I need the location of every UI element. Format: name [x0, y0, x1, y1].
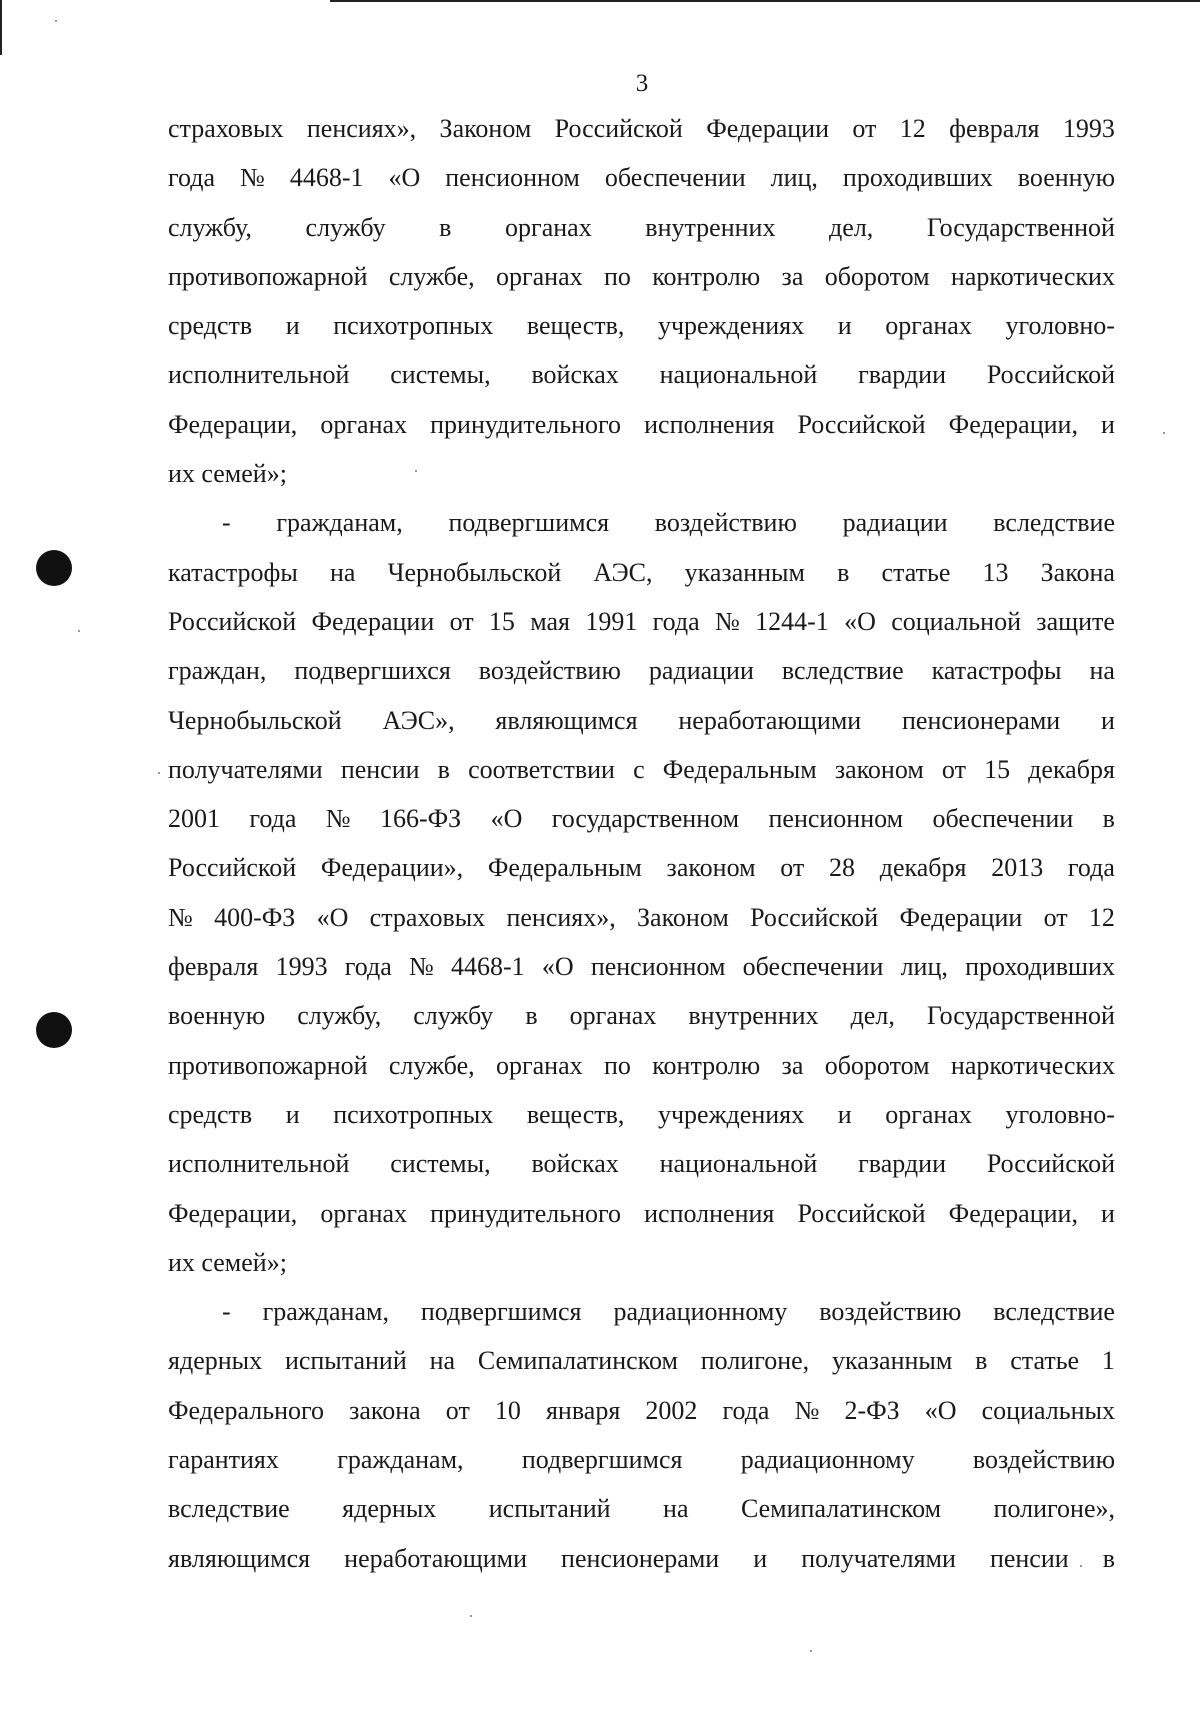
text-line: февраля 1993 года № 4468-1 «О пенсионном обеспечении лиц, проходивших — [168, 952, 1115, 982]
text-line: исполнительной системы, войсках национальной гвардии Российской — [168, 360, 1115, 390]
scan-speck — [1163, 432, 1165, 434]
scan-speck — [158, 772, 160, 774]
text-line: средств и психотропных веществ, учреждениях и органах уголовно- — [168, 1099, 1115, 1129]
text-line: Чернобыльской АЭС», являющимся неработающими пенсионерами и — [168, 705, 1115, 735]
text-line: ядерных испытаний на Семипалатинском полигоне, указанным в статье 1 — [168, 1346, 1115, 1376]
scan-speck — [55, 20, 57, 22]
text-line: Российской Федерации от 15 мая 1991 года № 1244-1 «О социальной защите — [168, 606, 1115, 636]
paragraph — [168, 498, 1115, 1287]
text-line: - гражданам, подвергшимся воздействию радиации вследствие — [222, 508, 1115, 538]
scan-speck — [810, 1650, 812, 1652]
text-line: граждан, подвергшихся воздействию радиации вследствие катастрофы на — [168, 656, 1115, 686]
scan-edge-top — [330, 0, 1200, 2]
text-line: Федерации, органах принудительного исполнения Российской Федерации, и — [168, 409, 1115, 439]
document-body — [168, 104, 1115, 1583]
text-line: Федерации, органах принудительного исполнения Российской Федерации, и — [168, 1198, 1115, 1228]
text-line: Федерального закона от 10 января 2002 года № 2-ФЗ «О социальных — [168, 1395, 1115, 1425]
text-line: противопожарной службе, органах по контролю за оборотом наркотических — [168, 261, 1115, 291]
punch-hole — [36, 1012, 72, 1048]
scan-speck — [470, 1615, 472, 1617]
text-line: 2001 года № 166-ФЗ «О государственном пенсионном обеспечении в — [168, 804, 1115, 834]
text-line: страховых пенсиях», Законом Российской Федерации от 12 февраля 1993 — [168, 114, 1115, 143]
text-line: - гражданам, подвергшимся радиационному воздействию вследствие — [222, 1297, 1115, 1327]
text-line: катастрофы на Чернобыльской АЭС, указанным в статье 13 Закона — [168, 557, 1115, 587]
page-number: 3 — [635, 70, 649, 97]
text-line: военную службу, службу в органах внутренних дел, Государственной — [168, 1001, 1115, 1031]
text-line: службу, службу в органах внутренних дел, Государственной — [168, 212, 1115, 242]
text-line: получателями пенсии в соответствии с Федеральным законом от 15 декабря — [168, 754, 1115, 784]
text-line: гарантиях гражданам, подвергшимся радиационному воздействию — [168, 1445, 1115, 1475]
text-line: средств и психотропных веществ, учреждениях и органах уголовно- — [168, 311, 1115, 341]
text-line: противопожарной службе, органах по контролю за оборотом наркотических — [168, 1050, 1115, 1080]
text-line: являющимся неработающими пенсионерами и получателями пенсии в — [168, 1543, 1115, 1573]
paragraph — [168, 1287, 1115, 1583]
text-line: № 400-ФЗ «О страховых пенсиях», Законом Российской Федерации от 12 — [168, 902, 1115, 932]
paragraph — [168, 104, 1115, 498]
scan-edge-left — [0, 0, 2, 55]
scan-speck — [78, 630, 80, 632]
text-line: года № 4468-1 «О пенсионном обеспечении лиц, проходивших военную — [168, 163, 1115, 193]
text-line: вследствие ядерных испытаний на Семипалатинском полигоне», — [168, 1494, 1115, 1524]
text-line: исполнительной системы, войсках национальной гвардии Российской — [168, 1149, 1115, 1179]
punch-hole — [36, 550, 72, 586]
text-line: их семей»; — [168, 1247, 287, 1277]
text-line: Российской Федерации», Федеральным законом от 28 декабря 2013 года — [168, 853, 1115, 883]
text-line: их семей»; — [168, 459, 287, 489]
